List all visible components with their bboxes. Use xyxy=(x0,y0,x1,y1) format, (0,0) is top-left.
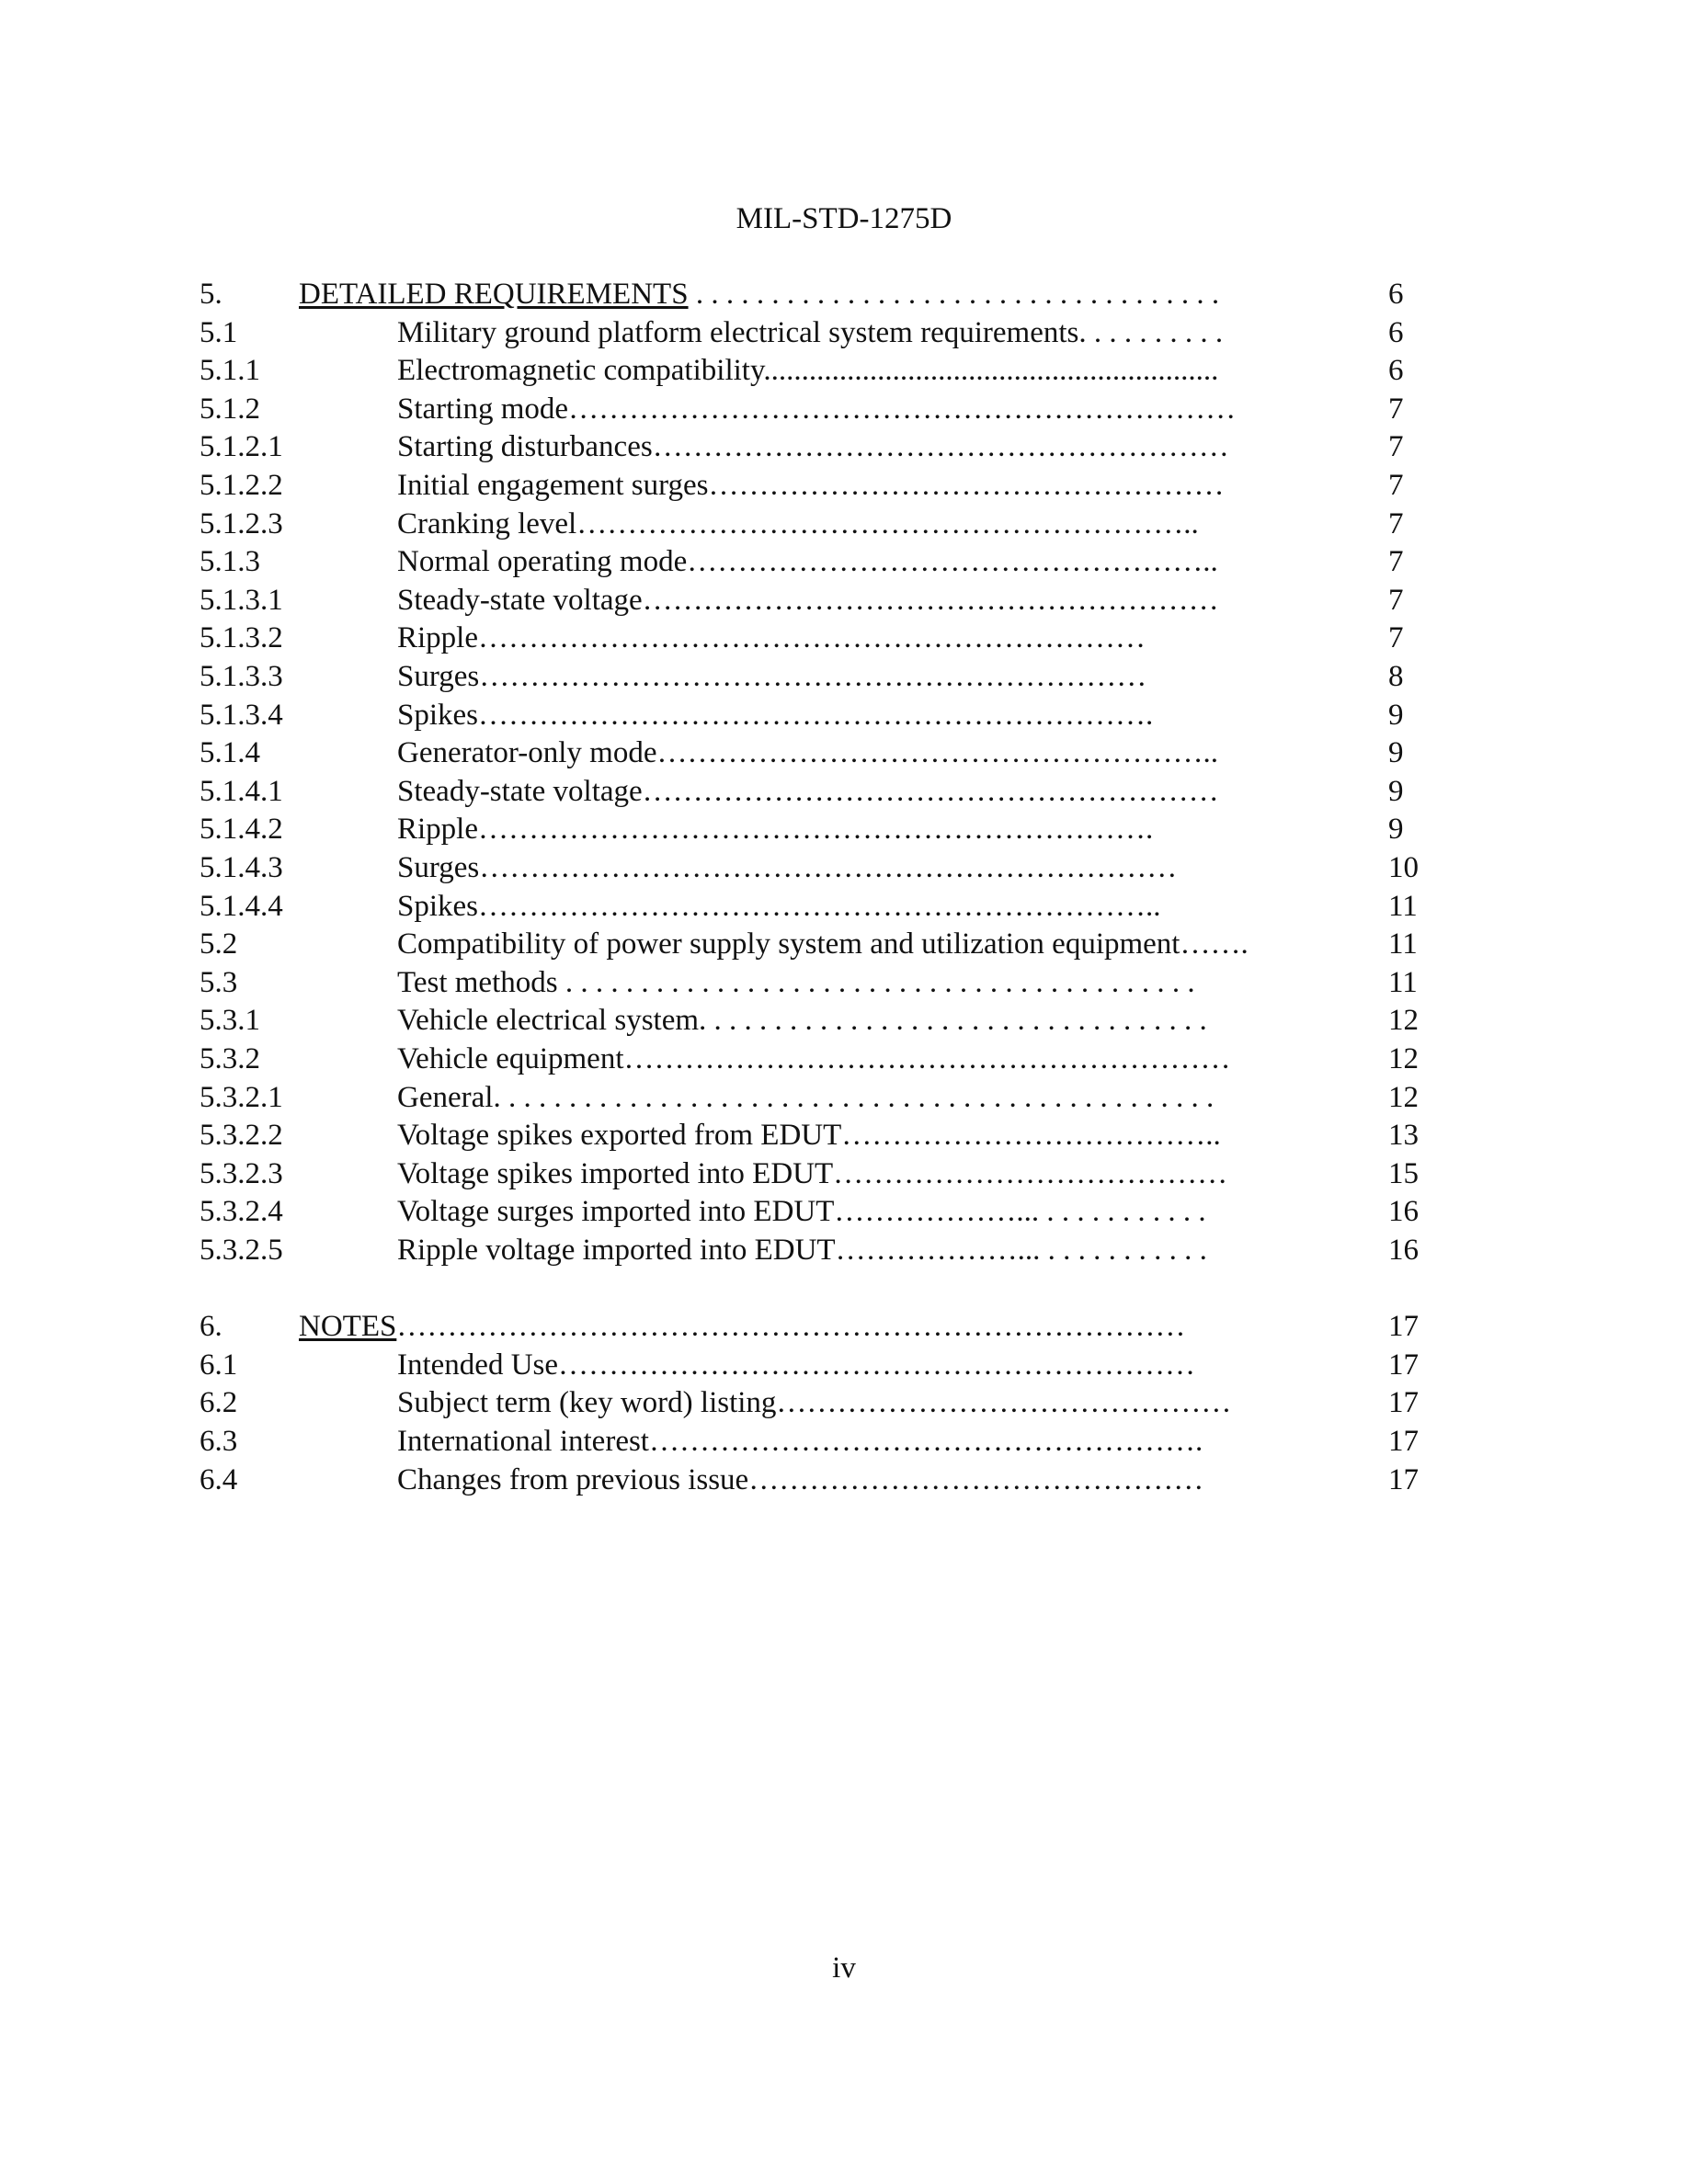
toc-entry-leader: ……………………………………………………… xyxy=(558,1348,1196,1382)
toc-entry-leader: ………………... . . . . . . . . . . . xyxy=(834,1195,1206,1228)
toc-entry[interactable] xyxy=(0,734,1688,771)
toc-entry-heading: Changes from previous issue xyxy=(397,1463,749,1496)
toc-entry[interactable] xyxy=(0,276,1688,313)
toc-entry-heading: Initial engagement surges xyxy=(397,469,709,502)
toc-entry-leader: …………………………………………… xyxy=(708,469,1225,502)
toc-entry[interactable] xyxy=(0,888,1688,925)
toc-entry-title xyxy=(397,1041,1231,1077)
toc-entry[interactable] xyxy=(0,1193,1688,1230)
toc-entry-heading: General xyxy=(397,1081,494,1114)
toc-entry-heading: Ripple xyxy=(397,621,478,654)
toc-entry[interactable] xyxy=(0,543,1688,580)
toc-entry[interactable] xyxy=(0,1384,1688,1421)
toc-entry-heading: Voltage spikes imported into EDUT xyxy=(397,1157,834,1190)
toc-entry-title xyxy=(397,391,1236,427)
toc-entry[interactable] xyxy=(0,1423,1688,1460)
toc-entry-title xyxy=(397,506,1199,542)
toc-entry-number: 5.3.2.2 xyxy=(200,1119,283,1152)
toc-entry-number: 5.1.2.2 xyxy=(200,469,283,502)
toc-entry-heading: Normal operating mode xyxy=(397,545,688,578)
toc-entry-leader: ………………………………………………. xyxy=(648,1425,1203,1458)
toc-entry-page: 9 xyxy=(1388,775,1404,808)
toc-entry-page: 17 xyxy=(1388,1463,1419,1496)
toc-entry-number: 6.2 xyxy=(200,1386,238,1419)
toc-entry-leader: ………………………………………………… xyxy=(642,584,1219,617)
toc-entry-number: 5.1.3.2 xyxy=(200,621,283,654)
toc-entry-number: 5.1.4 xyxy=(200,736,260,769)
toc-entry-leader: ………………………………………………………… xyxy=(568,392,1237,426)
toc-entry-number: 6.4 xyxy=(200,1463,238,1496)
toc-entry-page: 16 xyxy=(1388,1234,1419,1267)
toc-entry-number: 6.1 xyxy=(200,1348,238,1382)
toc-entry-page: 9 xyxy=(1388,813,1404,846)
toc-entry-leader: …………………………………………………… xyxy=(623,1042,1231,1075)
toc-entry-title xyxy=(397,1155,1227,1192)
toc-entry-title xyxy=(397,734,1218,771)
toc-entry-title xyxy=(299,1308,1185,1345)
toc-entry[interactable] xyxy=(0,506,1688,542)
toc-entry-page: 7 xyxy=(1388,392,1404,426)
toc-entry-leader: ………………………………… xyxy=(833,1157,1228,1190)
toc-entry[interactable] xyxy=(0,1232,1688,1268)
toc-entry-number: 5.3.2.3 xyxy=(200,1157,283,1190)
toc-entry-heading: NOTES xyxy=(299,1310,397,1343)
toc-entry-leader: ………………………………………………………… xyxy=(479,660,1147,693)
toc-entry-heading: Voltage spikes exported from EDUT xyxy=(397,1119,842,1152)
toc-entry-leader: ……. xyxy=(1180,927,1249,961)
toc-entry-heading: Starting disturbances xyxy=(397,430,653,463)
toc-entry-leader: ……………………………………… xyxy=(748,1463,1204,1496)
toc-entry[interactable] xyxy=(0,467,1688,504)
toc-entry[interactable] xyxy=(0,697,1688,734)
toc-entry-number: 6.3 xyxy=(200,1425,238,1458)
toc-entry-leader: . . . . . . . . . . . . . . . . . . . . . . . . . . . . . . . . . . . xyxy=(688,278,1220,311)
toc-entry-number: 5.1.2.1 xyxy=(200,430,283,463)
toc-entry-number: 5. xyxy=(200,278,222,311)
toc-entry-leader: . . . . . . . . . . xyxy=(1078,316,1224,349)
toc-entry-title xyxy=(299,276,1219,313)
toc-entry[interactable] xyxy=(0,1155,1688,1192)
toc-entry-page: 7 xyxy=(1388,584,1404,617)
toc-entry[interactable] xyxy=(0,1117,1688,1154)
toc-entry[interactable] xyxy=(0,658,1688,695)
toc-entry-page: 7 xyxy=(1388,507,1404,540)
toc-entry-page: 9 xyxy=(1388,736,1404,769)
toc-entry[interactable] xyxy=(0,352,1688,389)
toc-entry-leader: …………………………………………………………… xyxy=(479,851,1178,884)
toc-entry-page: 6 xyxy=(1388,316,1404,349)
toc-entry-number: 5.1.3.4 xyxy=(200,699,283,732)
toc-entry-leader: …………………………………………………………. xyxy=(478,699,1154,732)
toc-entry-page: 13 xyxy=(1388,1119,1419,1152)
toc-entry-heading: Starting mode xyxy=(397,392,569,426)
toc-entry-leader: ……………………………………………….. xyxy=(656,736,1218,769)
toc-entry-page: 12 xyxy=(1388,1081,1419,1114)
toc-entry-page: 7 xyxy=(1388,621,1404,654)
toc-entry-leader: ………………………………………………… xyxy=(652,430,1229,463)
toc-entry-number: 5.3.1 xyxy=(200,1004,260,1037)
toc-entry-heading: Cranking level xyxy=(397,507,577,540)
toc-entry-page: 7 xyxy=(1388,469,1404,502)
toc-entry-heading: Electromagnetic compatibility xyxy=(397,354,764,387)
toc-entry-page: 10 xyxy=(1388,851,1419,884)
toc-entry-page: 11 xyxy=(1388,927,1418,961)
toc-entry-leader: …………………………………………………………. xyxy=(478,813,1154,846)
toc-entry-leader: …………………………………………………….. xyxy=(576,507,1199,540)
toc-entry-number: 5.3 xyxy=(200,966,238,999)
toc-entry-title xyxy=(397,582,1219,619)
toc-entry-number: 5.1.3.3 xyxy=(200,660,283,693)
toc-entry-number: 5.1.4.3 xyxy=(200,851,283,884)
toc-entry-heading: Spikes xyxy=(397,890,479,923)
toc-entry-page: 6 xyxy=(1388,278,1404,311)
toc-entry[interactable] xyxy=(0,811,1688,847)
toc-entry[interactable] xyxy=(0,1347,1688,1383)
toc-entry-heading: Intended Use xyxy=(397,1348,559,1382)
toc-entry-leader: ………………………………………………………… xyxy=(478,621,1146,654)
toc-entry-heading: Voltage surges imported into EDUT xyxy=(397,1195,835,1228)
toc-entry-heading: Ripple voltage imported into EDUT xyxy=(397,1234,836,1267)
toc-entry-heading: Surges xyxy=(397,660,480,693)
toc-entry-heading: DETAILED REQUIREMENTS xyxy=(299,278,689,311)
toc-entry[interactable] xyxy=(0,1079,1688,1116)
toc-entry[interactable] xyxy=(0,1002,1688,1039)
toc-entry-number: 5.1.3.1 xyxy=(200,584,283,617)
page-number: iv xyxy=(832,1951,856,1985)
toc-entry-page: 12 xyxy=(1388,1042,1419,1075)
document-header: MIL-STD-1275D xyxy=(736,202,952,235)
toc-entry-title xyxy=(397,849,1177,886)
toc-entry-page: 7 xyxy=(1388,545,1404,578)
toc-entry-page: 17 xyxy=(1388,1386,1419,1419)
toc-entry-leader: …………………………………………….. xyxy=(687,545,1218,578)
toc-entry-page: 11 xyxy=(1388,966,1418,999)
toc-entry[interactable] xyxy=(0,582,1688,619)
toc-entry-title xyxy=(397,428,1229,465)
toc-entry-leader: ………………... . . . . . . . . . . . xyxy=(835,1234,1207,1267)
toc-entry-leader: . . . . . . . . . . . . . . . . . . . . . . . . . . . . . . . . . . . . . . . . . . . . . . . . xyxy=(493,1081,1215,1114)
toc-entry-number: 5.3.2.5 xyxy=(200,1234,283,1267)
toc-entry-page: 17 xyxy=(1388,1348,1419,1382)
toc-entry-title xyxy=(397,926,1249,962)
toc-entry-heading: Steady-state voltage xyxy=(397,775,643,808)
toc-entry-number: 5.1.4.4 xyxy=(200,890,283,923)
toc-entry-leader: . . . . . . . . . . . . . . . . . . . . . . . . . . . . . . . . . . xyxy=(699,1004,1207,1037)
toc-entry-page: 17 xyxy=(1388,1310,1419,1343)
toc-entry-title xyxy=(397,697,1153,734)
toc-entry[interactable] xyxy=(0,391,1688,427)
toc-entry-title xyxy=(397,1232,1207,1268)
toc-entry[interactable] xyxy=(0,964,1688,1001)
toc-entry[interactable] xyxy=(0,1041,1688,1077)
toc-entry-title xyxy=(397,1117,1221,1154)
toc-entry-number: 5.3.2.4 xyxy=(200,1195,283,1228)
toc-entry-number: 5.1.2.3 xyxy=(200,507,283,540)
toc-entry-page: 9 xyxy=(1388,699,1404,732)
toc-entry-number: 5.1.4.2 xyxy=(200,813,283,846)
toc-entry-title xyxy=(397,1193,1206,1230)
toc-entry-number: 5.3.2 xyxy=(200,1042,260,1075)
toc-entry-title xyxy=(397,773,1219,810)
toc-entry-number: 5.3.2.1 xyxy=(200,1081,283,1114)
toc-entry-heading: Steady-state voltage xyxy=(397,584,643,617)
toc-entry-leader: ………………………………………………… xyxy=(642,775,1219,808)
toc-entry-page: 7 xyxy=(1388,430,1404,463)
toc-entry-heading: Spikes xyxy=(397,699,479,732)
toc-entry[interactable] xyxy=(0,314,1688,351)
toc-entry-heading: Surges xyxy=(397,851,480,884)
toc-entry-page: 6 xyxy=(1388,354,1404,387)
toc-entry-leader: ………………………………………………………….. xyxy=(478,890,1161,923)
toc-entry-heading: Subject term (key word) listing xyxy=(397,1386,777,1419)
toc-entry[interactable] xyxy=(0,428,1688,465)
toc-entry-number: 5.1.2 xyxy=(200,392,260,426)
toc-entry[interactable] xyxy=(0,773,1688,810)
toc-entry-title xyxy=(397,1079,1214,1116)
toc-entry-number: 5.1.1 xyxy=(200,354,260,387)
toc-entry-heading: Military ground platform electrical system requirements xyxy=(397,316,1079,349)
toc-entry-heading: Generator-only mode xyxy=(397,736,657,769)
toc-entry-number: 5.1.4.1 xyxy=(200,775,283,808)
toc-entry-title xyxy=(397,543,1218,580)
toc-entry[interactable] xyxy=(0,926,1688,962)
toc-entry-leader: …………………………………………………………………… xyxy=(396,1310,1186,1343)
toc-entry-page: 8 xyxy=(1388,660,1404,693)
toc-entry-title xyxy=(397,658,1146,695)
toc-entry-heading: Vehicle equipment xyxy=(397,1042,624,1075)
toc-entry[interactable] xyxy=(0,1462,1688,1498)
toc-entry-number: 5.1 xyxy=(200,316,238,349)
toc-entry-title xyxy=(397,964,1195,1001)
toc-entry[interactable] xyxy=(0,620,1688,656)
toc-entry-title xyxy=(397,352,1218,389)
toc-entry-leader: ............................................................ xyxy=(763,354,1219,387)
toc-entry-page: 11 xyxy=(1388,890,1418,923)
toc-entry-title xyxy=(397,1462,1203,1498)
toc-entry-title xyxy=(397,1002,1207,1039)
toc-entry-heading: International interest xyxy=(397,1425,649,1458)
toc-entry-heading: Vehicle electrical system xyxy=(397,1004,700,1037)
toc-entry-title xyxy=(397,888,1161,925)
toc-entry-title xyxy=(397,1347,1195,1383)
toc-entry-title xyxy=(397,811,1153,847)
toc-entry-title xyxy=(397,1423,1203,1460)
toc-entry-title xyxy=(397,1384,1231,1421)
toc-entry-leader: ……………………………….. xyxy=(841,1119,1221,1152)
toc-entry-page: 17 xyxy=(1388,1425,1419,1458)
toc-entry-title xyxy=(397,314,1223,351)
toc-entry-title xyxy=(397,467,1224,504)
toc-entry[interactable] xyxy=(0,849,1688,886)
toc-entry-page: 15 xyxy=(1388,1157,1419,1190)
toc-entry-heading: Ripple xyxy=(397,813,478,846)
toc-entry-heading: Test methods xyxy=(397,966,558,999)
toc-entry-number: 6. xyxy=(200,1310,222,1343)
toc-entry-heading: Compatibility of power supply system and utilization equipment xyxy=(397,927,1180,961)
toc-entry-page: 12 xyxy=(1388,1004,1419,1037)
toc-entry-page: 16 xyxy=(1388,1195,1419,1228)
toc-entry-leader: . . . . . . . . . . . . . . . . . . . . . . . . . . . . . . . . . . . . . . . . . . xyxy=(557,966,1195,999)
toc-entry-number: 5.2 xyxy=(200,927,238,961)
toc-entry-title xyxy=(397,620,1146,656)
toc-entry-leader: ……………………………………… xyxy=(776,1386,1232,1419)
toc-entry[interactable] xyxy=(0,1308,1688,1345)
toc-entry-number: 5.1.3 xyxy=(200,545,260,578)
